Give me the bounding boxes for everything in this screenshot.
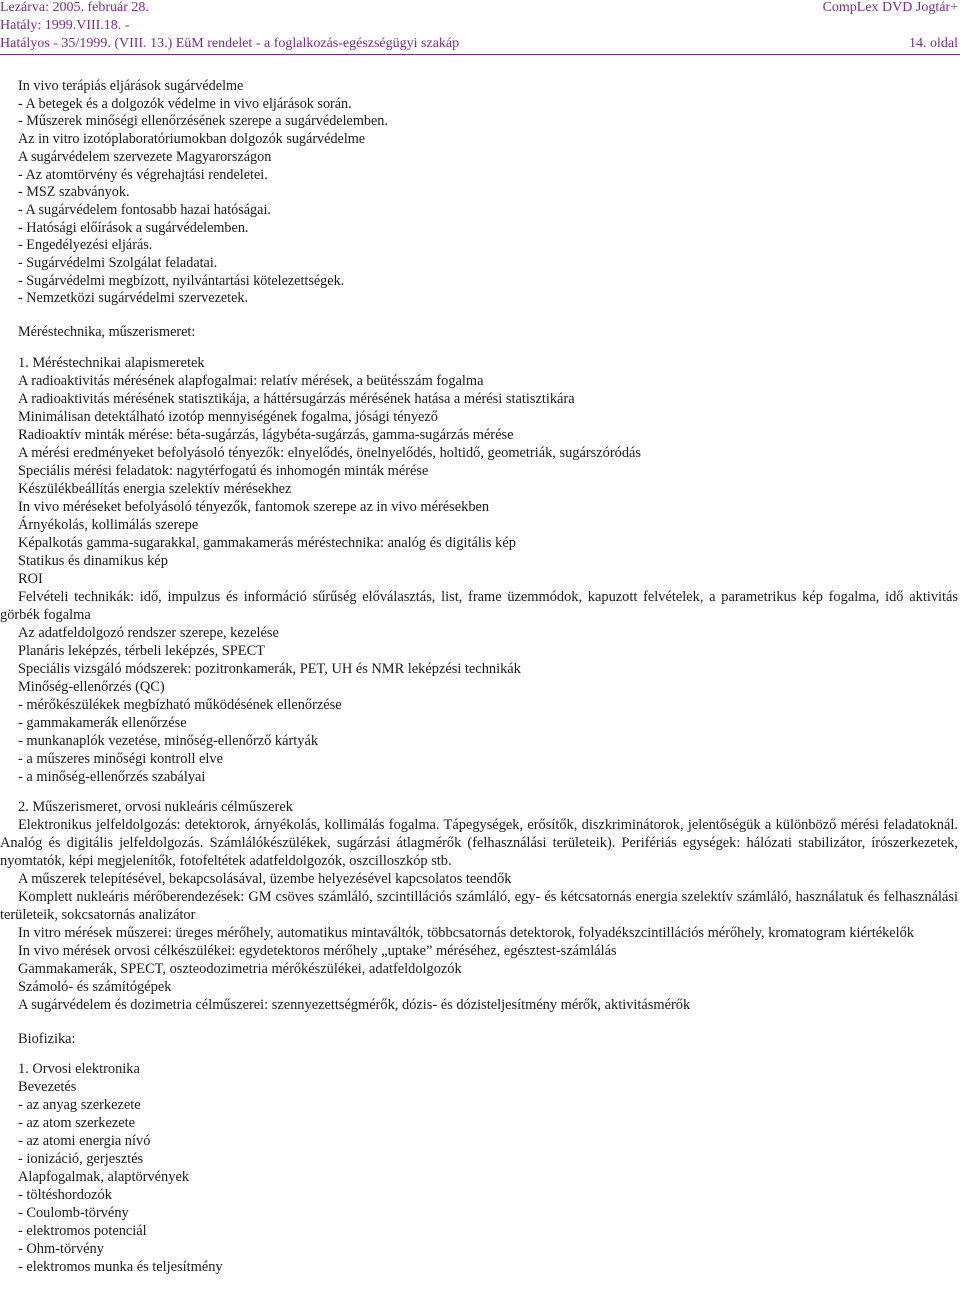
section-heading-biofizika: Biofizika: <box>18 1030 76 1047</box>
closed-date: Lezárva: 2005. február 28. <box>0 0 149 15</box>
section-heading-meres: Méréstechnika, műszerismeret: <box>18 324 196 341</box>
list-item: Árnyékolás, kollimálás szerepe <box>18 516 199 533</box>
list-item: - Hatósági előírások a sugárvédelemben. <box>18 219 249 236</box>
list-item: Bevezetés <box>18 1078 77 1095</box>
list-item: - az atomi energia nívó <box>18 1132 151 1149</box>
list-item: - gammakamerák ellenőrzése <box>18 714 187 731</box>
list-item: Képalkotás gamma-sugarakkal, gammakamerás méréstechnika: analóg és digitális kép <box>18 534 516 551</box>
list-item: A sugárvédelem szervezete Magyarországon <box>18 148 272 165</box>
list-item: - Az atomtörvény és végrehajtási rendeletei. <box>18 166 268 183</box>
list-item: - Engedélyezési eljárás. <box>18 237 153 254</box>
list-item: - ionizáció, gerjesztés <box>18 1150 144 1167</box>
list-item: - elektromos potenciál <box>18 1222 147 1239</box>
list-item: 1. Méréstechnikai alapismeretek <box>18 354 205 371</box>
list-item: A radioaktivitás mérésének statisztikája, a háttérsugárzás mérésének hatása a mérési statisztikára <box>18 390 575 407</box>
list-item: Radioaktív minták mérése: béta-sugárzás, lágybéta-sugárzás, gamma-sugárzás mérése <box>18 426 514 443</box>
radiation-protection-list <box>0 78 960 308</box>
list-item: Az adatfeldolgozó rendszer szerepe, kezelése <box>18 624 279 641</box>
list-item: - A sugárvédelem fontosabb hazai hatóságai. <box>18 201 271 218</box>
list-item: - a műszeres minőségi kontroll elve <box>18 750 224 767</box>
list-item: - mérőkészülékek megbízható működésének ellenőrzése <box>18 696 342 713</box>
list-item: In vivo mérések orvosi célkészülékei: egydetektoros mérőhely „uptake” méréséhez, egésztest-számlálás <box>18 942 617 959</box>
list-item: A mérési eredményeket befolyásoló tényezők: elnyelődés, önelnyelődés, holtidő, geometriák, sugárszóródás <box>18 444 642 461</box>
list-item: - a minőség-ellenőrzés szabályai <box>18 768 206 785</box>
list-item: Speciális vizsgáló módszerek: pozitronkamerák, PET, UH és NMR leképzési technikák <box>18 660 521 677</box>
measurement-basics-list <box>0 354 960 588</box>
paragraph-invitro: In vitro mérések műszerei: üreges mérőhely, automatikus mintaváltók, többcsatornás detektorok, folyadékszcintillációs mérőhely, kromatogram kiértékelők <box>18 924 915 941</box>
page-number: 14. oldal <box>909 36 958 51</box>
list-item: - MSZ szabványok. <box>18 184 130 201</box>
list-item: Minimálisan detektálható izotóp mennyiségének fogalma, jósági tényező <box>18 408 439 425</box>
instrument-list <box>0 942 960 1014</box>
data-processing-list <box>0 624 960 786</box>
list-item: - elektromos munka és teljesítmény <box>18 1258 223 1275</box>
list-item: Alapfogalmak, alaptörvények <box>18 1168 190 1185</box>
effective-date: Hatály: 1999.VIII.18. - <box>0 18 130 33</box>
document-body <box>0 78 960 1276</box>
line-telepites: A műszerek telepítésével, bekapcsolásával, üzembe helyezésével kapcsolatos teendők <box>18 870 512 887</box>
list-item: - Nemzetközi sugárvédelmi szervezetek. <box>18 290 249 307</box>
list-item: A sugárvédelem és dozimetria célműszerei: szennyezettségmérők, dózis- és dózisteljesítmény mérők, aktivitásmérők <box>18 996 691 1013</box>
list-item: Gammakamerák, SPECT, oszteodozimetria mérőkészülékei, adatfeldolgozók <box>18 960 462 977</box>
biophysics-list <box>0 1060 960 1276</box>
list-item: - Sugárvédelmi Szolgálat feladatai. <box>18 255 218 272</box>
list-item: Készülékbeállítás energia szelektív mérésekhez <box>18 480 292 497</box>
list-item: Speciális mérési feladatok: nagytérfogatú és inhomogén minták mérése <box>18 462 429 479</box>
list-item: Minőség-ellenőrzés (QC) <box>18 678 165 695</box>
list-item: - Sugárvédelmi megbízott, nyilvántartási kötelezettségek. <box>18 272 345 289</box>
document-title: Hatályos - 35/1999. (VIII. 13.) EüM rendelet - a foglalkozás-egészségügyi szakáp <box>0 36 460 51</box>
header-divider <box>0 54 960 55</box>
paragraph-komplett: Komplett nukleáris mérőberendezések: GM csöves számláló, szcintillációs számláló, egy- és kétcsatornás energia szelektív számláló, használatuk és felhasználási területeik, sokcsatornás analizátor <box>0 888 958 923</box>
list-item: - Műszerek minőségi ellenőrzésének szerepe a sugárvédelemben. <box>18 113 388 130</box>
list-item: - Ohm-törvény <box>18 1240 104 1257</box>
list-item: ROI <box>18 570 43 587</box>
list-item: - Coulomb-törvény <box>18 1204 129 1221</box>
list-item: A radioaktivitás mérésének alapfogalmai: relatív mérések, a beütésszám fogalma <box>18 372 484 389</box>
list-item: In vivo méréseket befolyásoló tényezők, fantomok szerepe az in vivo mérésekben <box>18 498 490 515</box>
list-item: Számoló- és számítógépek <box>18 978 172 995</box>
list-item: Az in vitro izotóplaboratóriumokban dolgozók sugárvédelme <box>18 131 366 148</box>
list-item: - töltéshordozók <box>18 1186 112 1203</box>
list-item: 1. Orvosi elektronika <box>18 1060 140 1077</box>
list-item: - az anyag szerkezete <box>18 1096 141 1113</box>
brand-name: CompLex DVD Jogtár+ <box>822 0 958 15</box>
paragraph-elektronikus: Elektronikus jelfeldolgozás: detektorok, árnyékolás, kollimálás fogalma. Tápegységek, erősítők, diszkriminátorok, jelentőségük a különböző mérési feladatoknál. Analóg és digitális jelfeldolgozás. Számlálókészülékek, sugárzási átlagmérők (felhasználási területeik). Perifériás egységek: hálózati stabilizátor, írószerkezetek, nyomtatók, képi megjelenítők, fotofeltétek adatfeldolgozók, oszcilloszkóp stb. <box>0 816 958 869</box>
list-item: - A betegek és a dolgozók védelme in vivo eljárások során. <box>18 95 352 112</box>
list-item: - az atom szerkezete <box>18 1114 136 1131</box>
list-item: Statikus és dinamikus kép <box>18 552 168 569</box>
paragraph-felveteli: Felvételi technikák: idő, impulzus és információ sűrűség előválasztás, list, frame üzemmódok, kapuzott felvételek, a parametrikus kép fogalma, idő aktivitás görbék fogalma <box>0 588 958 623</box>
page-header <box>0 0 960 54</box>
list-item: Planáris leképzés, térbeli leképzés, SPECT <box>18 642 265 659</box>
list-item: - munkanaplók vezetése, minőség-ellenőrző kártyák <box>18 732 319 749</box>
section-heading-muszer: 2. Műszerismeret, orvosi nukleáris célműszerek <box>18 798 293 815</box>
list-item: In vivo terápiás eljárások sugárvédelme <box>18 78 244 94</box>
